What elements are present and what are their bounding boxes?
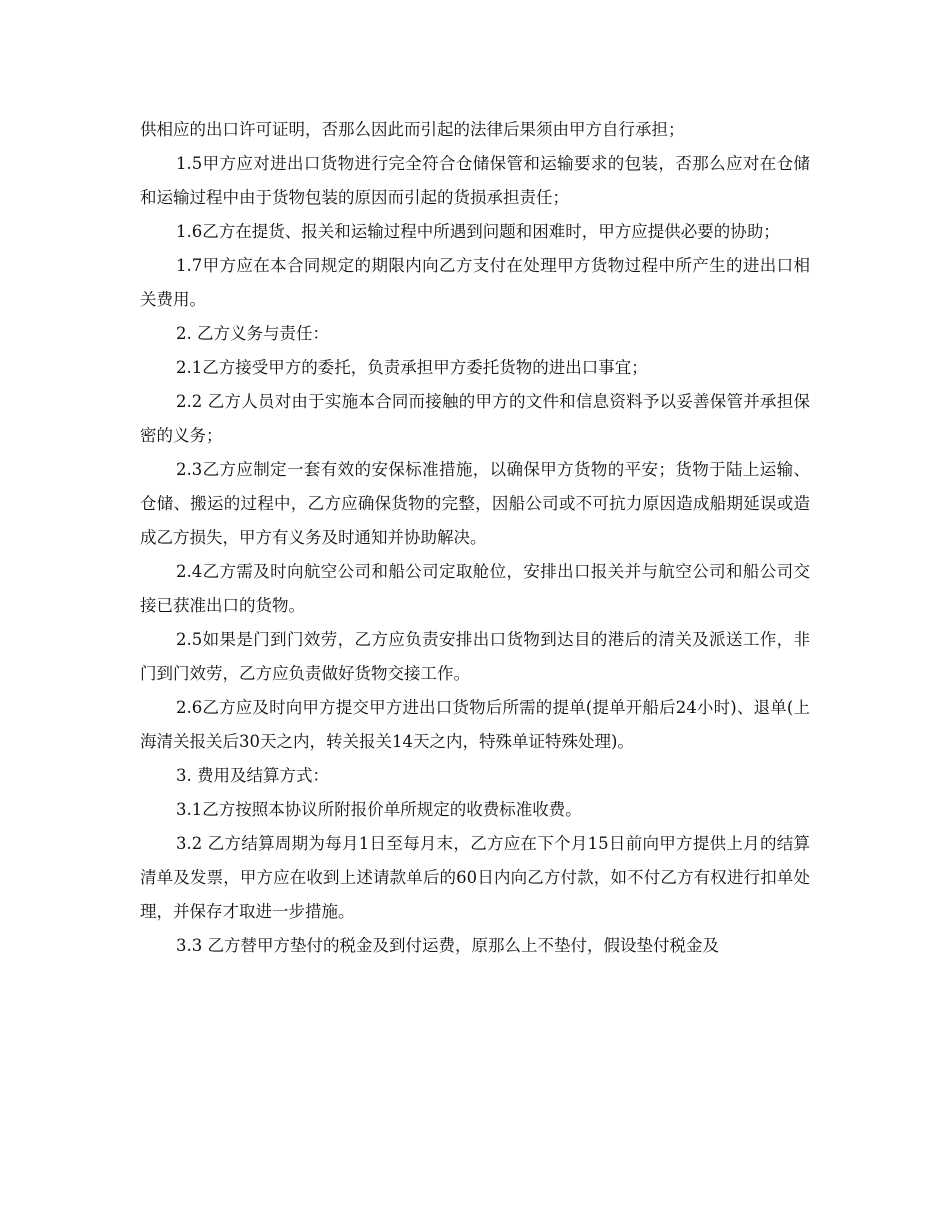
clause-3-2: 3.2 乙方结算周期为每月1日至每月末，乙方应在下个月15日前向甲方提供上月的结算清单及发票，甲方应在收到上述请款单后的60日内向乙方付款，如不付乙方有权进行扣单处理，并保存才取进一步措施。 <box>140 834 810 921</box>
clause-1-6: 1.6乙方在提货、报关和运输过程中所遇到问题和困难时，甲方应提供必要的协助； <box>176 222 780 241</box>
clause-1-7: 1.7甲方应在本合同规定的期限内向乙方支付在处理甲方货物过程中所产生的进出口相关费用。 <box>140 256 810 309</box>
clause-2-4: 2.4乙方需及时向航空公司和船公司定取舱位，安排出口报关并与航空公司和船公司交接已获准出口的货物。 <box>140 562 810 615</box>
section-3-heading: 3. 费用及结算方式： <box>176 766 329 785</box>
clause-2-3: 2.3乙方应制定一套有效的安保标准措施，以确保甲方货物的平安；货物于陆上运输、仓储、搬运的过程中，乙方应确保货物的完整，因船公司或不可抗力原因造成船期延误或造成乙方损失，甲方有义务及时通知并协助解决。 <box>140 460 810 547</box>
paragraph-export-permit: 供相应的出口许可证明，否那么因此而引起的法律后果须由甲方自行承担； <box>140 120 685 139</box>
clause-2-1: 2.1乙方接受甲方的委托，负责承担甲方委托货物的进出口事宜； <box>176 358 648 377</box>
clause-2-5: 2.5如果是门到门效劳，乙方应负责安排出口货物到达目的港后的清关及派送工作，非门到门效劳，乙方应负责做好货物交接工作。 <box>140 630 810 683</box>
clause-2-2: 2.2 乙方人员对由于实施本合同而接触的甲方的文件和信息资料予以妥善保管并承担保密的义务； <box>140 392 810 445</box>
clause-3-1: 3.1乙方按照本协议所附报价单所规定的收费标准收费。 <box>176 800 582 819</box>
clause-3-3: 3.3 乙方替甲方垫付的税金及到付运费，原那么上不垫付，假设垫付税金及 <box>176 936 719 955</box>
clause-1-5: 1.5甲方应对进出口货物进行完全符合仓储保管和运输要求的包装，否那么应对在仓储和运输过程中由于货物包装的原因而引起的货损承担责任； <box>140 154 810 207</box>
clause-2-6: 2.6乙方应及时向甲方提交甲方进出口货物后所需的提单(提单开船后24小时)、退单(上海清关报关后30天之内，转关报关14天之内，特殊单证特殊处理)。 <box>140 698 810 751</box>
section-2-heading: 2. 乙方义务与责任： <box>176 324 329 343</box>
contract-body <box>140 113 810 963</box>
